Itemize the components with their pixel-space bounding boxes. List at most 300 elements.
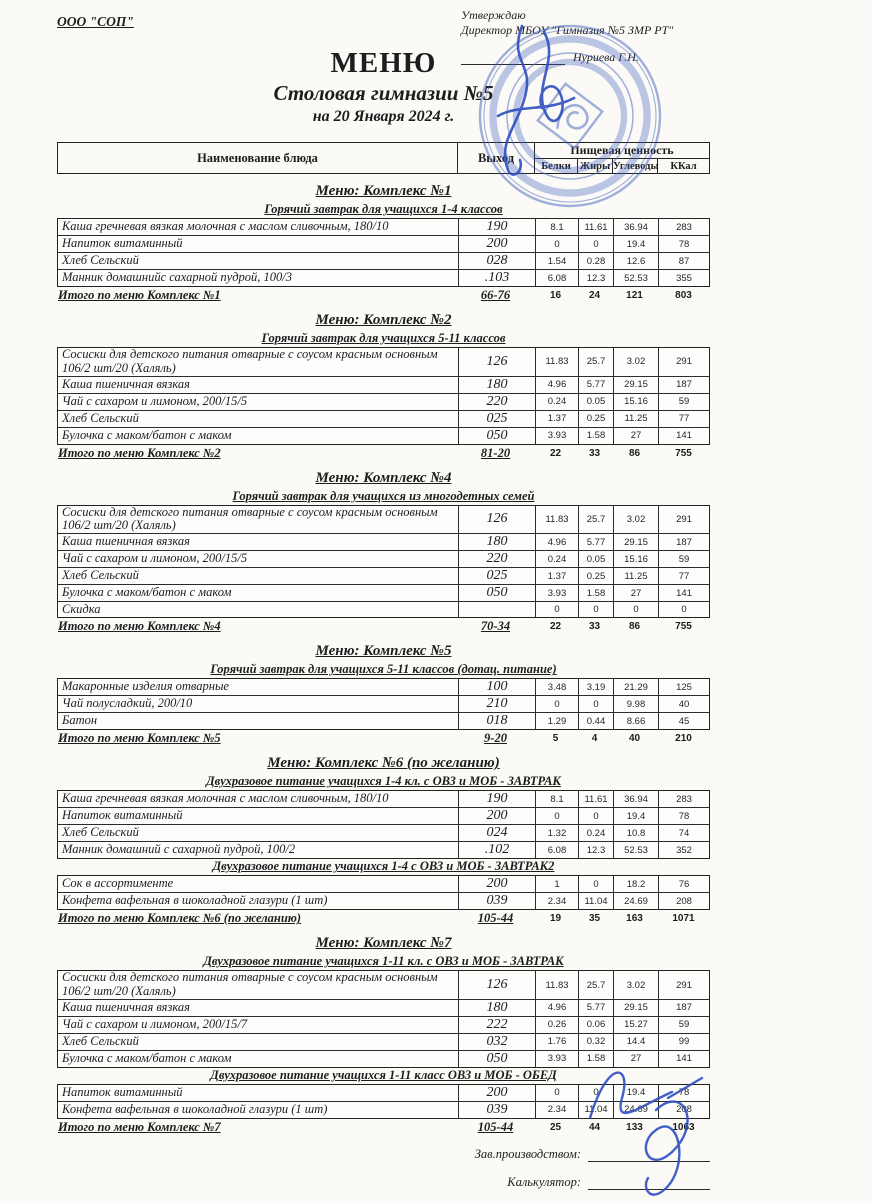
dish-output-value: 050 — [458, 428, 535, 444]
dish-name: Булочка с маком/батон с маком — [62, 427, 232, 442]
dish-name: Каша гречневая вязкая молочная с маслом сливочным, 180/10 — [62, 219, 389, 234]
menu-row — [58, 892, 709, 909]
dish-nutrition-value: 10.8 — [613, 825, 658, 841]
dish-output-value: 180 — [458, 377, 535, 393]
dish-name: Напиток витаминный — [62, 808, 183, 823]
dish-nutrition-value: 24.69 — [613, 893, 658, 909]
menu-row — [58, 999, 709, 1016]
document-page — [57, 0, 710, 1203]
block-subtitle: Двухразовое питание учащихся 1-4 кл. с ОВЗ и МОБ - ЗАВТРАК — [206, 774, 561, 789]
total-label: Итого по меню Комплекс №4 — [58, 619, 221, 634]
dish-output-value: 018 — [458, 713, 535, 729]
dish-nutrition-value: 4.96 — [535, 534, 578, 550]
col-kcal-header: ККал — [658, 159, 710, 174]
dish-nutrition-value: 12.3 — [578, 270, 613, 286]
dish-nutrition-value: 52.53 — [613, 270, 658, 286]
col-name-header: Наименование блюда — [58, 143, 458, 174]
dish-nutrition-value: 9.98 — [613, 696, 658, 712]
dish-nutrition-value: 2.34 — [535, 1102, 578, 1118]
total-label: Итого по меню Комплекс №1 — [58, 288, 221, 302]
approve-line1: Утверждаю — [461, 8, 526, 22]
total-nutrition-value: 40 — [628, 733, 641, 745]
dish-nutrition-value: 1.76 — [535, 1034, 578, 1050]
doc-title: МЕНЮ — [330, 47, 437, 79]
total-nutrition-value: 25 — [549, 1121, 562, 1133]
dish-nutrition-value: 15.16 — [613, 394, 658, 410]
col-fat-header: Жиры — [578, 159, 613, 174]
menu-table — [57, 790, 710, 859]
dish-nutrition-value: 1.58 — [578, 428, 613, 444]
menu-table — [57, 218, 710, 287]
doc-date: на 20 Января 2024 г. — [312, 108, 455, 125]
menu-row — [58, 533, 709, 550]
dish-name: Макаронные изделия отварные — [62, 679, 229, 694]
dish-name: Булочка с маком/батон с маком — [62, 1051, 232, 1066]
dish-name: Чай с сахаром и лимоном, 200/15/5 — [62, 393, 248, 408]
total-nutrition-value: 755 — [675, 447, 692, 459]
dish-nutrition-value: 25.7 — [578, 348, 613, 376]
manager-label: Зав.производством: — [474, 1146, 581, 1161]
dish-name: Сосиски для детского питания отварные с соусом красным основным 106/2 шт/20 (Халяль) — [62, 347, 438, 375]
dish-name: Каша пшеничная вязкая — [62, 1000, 190, 1015]
dish-nutrition-value: 141 — [658, 428, 709, 444]
dish-nutrition-value: 1.29 — [535, 713, 578, 729]
dish-output-value: 032 — [458, 1034, 535, 1050]
dish-nutrition-value: 0 — [578, 808, 613, 824]
total-nutrition-value: 44 — [588, 1121, 601, 1133]
menu-row — [58, 235, 709, 252]
dish-nutrition-value: 2.34 — [535, 893, 578, 909]
total-output-value — [457, 619, 534, 634]
total-row — [57, 446, 710, 461]
dish-nutrition-value: 59 — [658, 551, 709, 567]
block-subtitle: Горячий завтрак для учащихся из многодетных семей — [232, 488, 535, 503]
dish-name: Конфета вафельная в шоколадной глазури (1 шт) — [62, 1102, 328, 1117]
block-subtitle: Двухразовое питание учащихся 1-11 кл. с ОВЗ и МОБ - ЗАВТРАК — [203, 954, 564, 969]
dish-name: Чай с сахаром и лимоном, 200/15/5 — [62, 551, 248, 566]
dish-name: Манник домашнийс сахарной пудрой, 100/3 — [62, 270, 292, 285]
menu-row — [58, 695, 709, 712]
dish-nutrition-value: 0.06 — [578, 1017, 613, 1033]
dish-nutrition-value: 1.58 — [578, 585, 613, 601]
dish-nutrition-value: 283 — [658, 791, 709, 807]
dish-nutrition-value: 3.02 — [613, 971, 658, 999]
dish-nutrition-value: 187 — [658, 377, 709, 393]
dish-name: Хлеб Сельский — [62, 410, 139, 425]
dish-nutrition-value: 11.61 — [578, 791, 613, 807]
dish-nutrition-value: 1.37 — [535, 568, 578, 584]
total-nutrition-value: 803 — [675, 290, 692, 301]
document-header — [57, 0, 710, 142]
dish-nutrition-value: 36.94 — [613, 791, 658, 807]
dish-name: Каша гречневая вязкая молочная с маслом сливочным, 180/10 — [62, 791, 389, 806]
col-protein-header: Белки — [535, 159, 578, 174]
dish-nutrition-value: 3.19 — [578, 679, 613, 695]
dish-output-value: 222 — [458, 1017, 535, 1033]
total-nutrition-value: 133 — [626, 1121, 643, 1133]
dish-nutrition-value: 3.02 — [613, 506, 658, 534]
menu-table — [57, 678, 710, 730]
dish-nutrition-value: 19.4 — [613, 1085, 658, 1101]
menu-row — [58, 584, 709, 601]
block-subtitle: Двухразовое питание учащихся 1-4 с ОВЗ и МОБ - ЗАВТРАК2 — [212, 859, 555, 874]
dish-output-value: 200 — [458, 1085, 535, 1101]
dish-output-value: 200 — [458, 808, 535, 824]
dish-name: Манник домашний с сахарной пудрой, 100/2 — [62, 842, 296, 857]
dish-output-value: 200 — [458, 236, 535, 252]
menu-table — [57, 347, 710, 445]
dish-output-value: 024 — [458, 825, 535, 841]
dish-nutrition-value: 0 — [535, 602, 578, 617]
dish-nutrition-value: 0 — [535, 1085, 578, 1101]
dish-name: Хлеб Сельский — [62, 825, 139, 840]
menu-row — [58, 410, 709, 427]
dish-nutrition-value: 0 — [535, 236, 578, 252]
section-title: Меню: Комплекс №1 — [315, 183, 452, 199]
dish-output-value: .102 — [458, 842, 535, 858]
dish-nutrition-value: 76 — [658, 876, 709, 892]
dish-nutrition-value: 5.77 — [578, 1000, 613, 1016]
dish-nutrition-value: 27 — [613, 585, 658, 601]
dish-nutrition-value: 15.16 — [613, 551, 658, 567]
total-label: Итого по меню Комплекс №7 — [58, 1119, 221, 1134]
dish-nutrition-value: 0.24 — [535, 394, 578, 410]
block-subtitle: Горячий завтрак для учащихся 5-11 классов (дотац. питание) — [210, 662, 557, 677]
total-row — [57, 911, 710, 926]
dish-nutrition-value: 3.48 — [535, 679, 578, 695]
dish-nutrition-value: 14.4 — [613, 1034, 658, 1050]
calculator-signature-line — [588, 1175, 710, 1190]
dish-nutrition-value: 3.93 — [535, 428, 578, 444]
dish-nutrition-value: 27 — [613, 428, 658, 444]
menu-row — [58, 841, 709, 858]
dish-nutrition-value: 0 — [578, 236, 613, 252]
dish-nutrition-value: 78 — [658, 236, 709, 252]
menu-row — [58, 1085, 709, 1101]
total-nutrition-value: 210 — [675, 733, 692, 745]
menu-row — [58, 712, 709, 729]
dish-nutrition-value: 77 — [658, 568, 709, 584]
dish-output-value: 200 — [458, 876, 535, 892]
dish-name: Сосиски для детского питания отварные с соусом красным основным 106/2 шт/20 (Халяль) — [62, 970, 438, 999]
total-output-value — [457, 731, 534, 746]
dish-nutrition-value: 352 — [658, 842, 709, 858]
dish-name: Чай с сахаром и лимоном, 200/15/7 — [62, 1017, 248, 1032]
dish-nutrition-value: 1.32 — [535, 825, 578, 841]
dish-name: Хлеб Сельский — [62, 568, 139, 583]
menu-row — [58, 876, 709, 892]
dish-output-value: 126 — [458, 348, 535, 376]
menu-row — [58, 376, 709, 393]
dish-nutrition-value: 78 — [658, 808, 709, 824]
dish-nutrition-value: 0 — [578, 876, 613, 892]
total-nutrition-value: 1071 — [672, 913, 695, 925]
dish-nutrition-value: 5.77 — [578, 534, 613, 550]
total-nutrition-value: 33 — [588, 621, 601, 633]
manager-signature-line — [588, 1147, 710, 1162]
dish-name: Каша пшеничная вязкая — [62, 376, 190, 391]
col-carbs-header: Углеводы — [613, 160, 659, 172]
menu-row — [58, 971, 709, 999]
menu-table — [57, 970, 710, 1068]
dish-name: Чай полусладкий, 200/10 — [62, 696, 193, 711]
dish-nutrition-value: 40 — [658, 696, 709, 712]
director-name: Нуриева Г.Н. — [573, 50, 639, 64]
dish-nutrition-value: 3.02 — [613, 348, 658, 376]
dish-nutrition-value: 141 — [658, 1051, 709, 1067]
nutrition-header: Пищевая ценность — [535, 143, 710, 159]
menu-row — [58, 1101, 709, 1118]
dish-nutrition-value: 77 — [658, 411, 709, 427]
dish-nutrition-value: 29.15 — [613, 377, 658, 393]
dish-nutrition-value: 283 — [658, 219, 709, 235]
total-label: Итого по меню Комплекс №5 — [58, 731, 221, 746]
dish-nutrition-value: 29.15 — [613, 534, 658, 550]
dish-output-value: 050 — [458, 1051, 535, 1067]
dish-output-value: 028 — [458, 253, 535, 269]
section-title: Меню: Комплекс №7 — [315, 935, 452, 952]
menu-row — [58, 1016, 709, 1033]
total-output-value — [457, 1120, 534, 1135]
dish-output-value: 180 — [458, 534, 535, 550]
section-title: Меню: Комплекс №6 (по желанию) — [267, 755, 500, 772]
total-nutrition-value: 22 — [549, 621, 562, 633]
dish-nutrition-value: 18.2 — [613, 876, 658, 892]
dish-nutrition-value: 36.94 — [613, 219, 658, 235]
dish-name: Сосиски для детского питания отварные с соусом красным основным 106/2 шт/20 (Халяль) — [62, 504, 438, 533]
menu-row — [58, 393, 709, 410]
dish-nutrition-value: 19.4 — [613, 808, 658, 824]
dish-nutrition-value: 1.58 — [578, 1051, 613, 1067]
dish-nutrition-value: 25.7 — [578, 971, 613, 999]
dish-name: Хлеб Сельский — [62, 1034, 139, 1049]
total-nutrition-value: 163 — [626, 913, 643, 925]
calculator-label: Калькулятор: — [507, 1174, 581, 1189]
total-output-text: 9-20 — [484, 731, 507, 746]
director-signature-line — [461, 51, 565, 65]
menu-row — [58, 791, 709, 807]
total-nutrition-value: 86 — [628, 447, 641, 459]
menu-table — [57, 505, 710, 619]
dish-nutrition-value: 0.05 — [578, 551, 613, 567]
dish-nutrition-value: 1.37 — [535, 411, 578, 427]
section-title: Меню: Комплекс №4 — [315, 469, 452, 486]
dish-nutrition-value: 11.04 — [578, 1102, 613, 1118]
total-row — [57, 1120, 710, 1135]
total-nutrition-value: 33 — [588, 447, 601, 459]
dish-nutrition-value: 8.66 — [613, 713, 658, 729]
total-row — [57, 288, 710, 303]
dish-output-value: 039 — [458, 893, 535, 909]
dish-nutrition-value: 125 — [658, 679, 709, 695]
menu-row — [58, 679, 709, 695]
dish-nutrition-value: 11.25 — [613, 568, 658, 584]
menu-row — [58, 550, 709, 567]
menu-table — [57, 1084, 710, 1119]
dish-nutrition-value: 78 — [658, 1085, 709, 1101]
dish-nutrition-value: 11.61 — [578, 219, 613, 235]
dish-output-value: 126 — [458, 506, 535, 534]
dish-nutrition-value: 3.93 — [535, 585, 578, 601]
dish-nutrition-value: 21.29 — [613, 679, 658, 695]
dish-nutrition-value: 0 — [578, 696, 613, 712]
dish-name: Булочка с маком/батон с маком — [62, 585, 232, 600]
total-output-value — [457, 288, 534, 303]
total-nutrition-value: 4 — [591, 733, 598, 745]
block-subtitle: Двухразовое питание учащихся 1-11 класс ОВЗ и МОБ - ОБЕД — [210, 1067, 557, 1082]
block-subtitle: Горячий завтрак для учащихся 1-4 классов — [264, 202, 503, 216]
sections — [57, 182, 710, 1135]
dish-nutrition-value: 0.25 — [578, 411, 613, 427]
dish-nutrition-value: 12.6 — [613, 253, 658, 269]
dish-nutrition-value: 6.08 — [535, 270, 578, 286]
total-output-text: 66-76 — [480, 288, 511, 302]
menu-table — [57, 875, 710, 910]
dish-nutrition-value: 6.08 — [535, 842, 578, 858]
menu-row — [58, 824, 709, 841]
approve-block — [461, 8, 711, 65]
dish-nutrition-value: 0.28 — [578, 253, 613, 269]
dish-output-value: 220 — [458, 551, 535, 567]
dish-nutrition-value: 27 — [613, 1051, 658, 1067]
dish-nutrition-value: 0 — [578, 1085, 613, 1101]
menu-header-table — [57, 142, 710, 174]
dish-nutrition-value: 0 — [658, 602, 709, 617]
dish-nutrition-value: 208 — [658, 1102, 709, 1118]
dish-nutrition-value: 0.05 — [578, 394, 613, 410]
menu-row — [58, 807, 709, 824]
total-nutrition-value: 1063 — [672, 1121, 695, 1133]
dish-nutrition-value: 45 — [658, 713, 709, 729]
dish-nutrition-value: 0 — [535, 696, 578, 712]
doc-subtitle: Столовая гимназии №5 — [273, 81, 494, 105]
total-nutrition-value: 22 — [549, 447, 562, 459]
dish-nutrition-value: 11.83 — [535, 506, 578, 534]
dish-nutrition-value: 24.69 — [613, 1102, 658, 1118]
menu-row — [58, 348, 709, 376]
total-nutrition-value: 24 — [588, 290, 601, 301]
dish-nutrition-value: 87 — [658, 253, 709, 269]
total-output-value — [457, 911, 534, 926]
total-nutrition-value: 19 — [549, 913, 562, 925]
dish-nutrition-value: 4.96 — [535, 377, 578, 393]
dish-nutrition-value: 12.3 — [578, 842, 613, 858]
dish-nutrition-value: 11.83 — [535, 971, 578, 999]
dish-nutrition-value: 1 — [535, 876, 578, 892]
menu-row — [58, 567, 709, 584]
dish-output-value: 039 — [458, 1102, 535, 1118]
total-output-text: 70-34 — [480, 619, 511, 634]
dish-output-value: .103 — [458, 270, 535, 286]
dish-output-value: 180 — [458, 1000, 535, 1016]
document-footer — [57, 1147, 710, 1203]
dish-output-value: 190 — [458, 791, 535, 807]
menu-row — [58, 252, 709, 269]
menu-row — [58, 506, 709, 534]
dish-nutrition-value: 74 — [658, 825, 709, 841]
dish-nutrition-value: 0 — [578, 602, 613, 617]
dish-output-value: 220 — [458, 394, 535, 410]
menu-row — [58, 219, 709, 235]
menu-row — [58, 269, 709, 286]
dish-nutrition-value: 0 — [613, 602, 658, 617]
menu-row — [58, 1050, 709, 1067]
dish-nutrition-value: 4.96 — [535, 1000, 578, 1016]
dish-output-value — [458, 602, 535, 617]
dish-name: Сок в ассортименте — [62, 876, 174, 891]
total-label: Итого по меню Комплекс №2 — [58, 445, 221, 460]
col-out-header: Выход — [458, 143, 535, 174]
dish-nutrition-value: 8.1 — [535, 219, 578, 235]
dish-output-value: 025 — [458, 568, 535, 584]
dish-output-value: 050 — [458, 585, 535, 601]
dish-nutrition-value: 25.7 — [578, 506, 613, 534]
dish-name: Скидка — [62, 601, 101, 616]
dish-nutrition-value: 59 — [658, 1017, 709, 1033]
dish-name: Хлеб Сельский — [62, 253, 139, 268]
total-label: Итого по меню Комплекс №6 (по желанию) — [58, 911, 302, 926]
total-output-text: 81-20 — [480, 445, 511, 460]
dish-nutrition-value: 0.32 — [578, 1034, 613, 1050]
dish-output-value: 190 — [458, 219, 535, 235]
total-row — [57, 731, 710, 746]
dish-nutrition-value: 11.83 — [535, 348, 578, 376]
total-output-text: 105-44 — [477, 1119, 514, 1134]
dish-nutrition-value: 208 — [658, 893, 709, 909]
org-label: ООО "СОП" — [57, 14, 134, 29]
section-title: Меню: Комплекс №5 — [315, 643, 452, 660]
dish-nutrition-value: 291 — [658, 971, 709, 999]
dish-nutrition-value: 52.53 — [613, 842, 658, 858]
dish-nutrition-value: 11.04 — [578, 893, 613, 909]
dish-output-value: 210 — [458, 696, 535, 712]
dish-nutrition-value: 0 — [535, 808, 578, 824]
total-nutrition-value: 16 — [549, 290, 562, 301]
total-output-value — [457, 446, 534, 461]
total-nutrition-value: 121 — [626, 290, 643, 301]
dish-output-value: 126 — [458, 971, 535, 999]
dish-nutrition-value: 8.1 — [535, 791, 578, 807]
dish-nutrition-value: 187 — [658, 1000, 709, 1016]
dish-nutrition-value: 29.15 — [613, 1000, 658, 1016]
menu-row — [58, 427, 709, 444]
block-subtitle: Горячий завтрак для учащихся 5-11 классов — [261, 331, 506, 345]
dish-nutrition-value: 1.54 — [535, 253, 578, 269]
menu-row — [58, 601, 709, 617]
dish-nutrition-value: 11.25 — [613, 411, 658, 427]
total-row — [57, 619, 710, 634]
dish-nutrition-value: 5.77 — [578, 377, 613, 393]
dish-nutrition-value: 187 — [658, 534, 709, 550]
dish-output-value: 025 — [458, 411, 535, 427]
total-output-text: 105-44 — [477, 911, 514, 926]
dish-nutrition-value: 141 — [658, 585, 709, 601]
dish-nutrition-value: 0.25 — [578, 568, 613, 584]
total-nutrition-value: 755 — [675, 621, 692, 633]
dish-output-value: 100 — [458, 679, 535, 695]
section-title: Меню: Комплекс №2 — [315, 312, 452, 328]
dish-nutrition-value: 0.24 — [578, 825, 613, 841]
dish-name: Конфета вафельная в шоколадной глазури (1 шт) — [62, 893, 328, 908]
dish-nutrition-value: 15.27 — [613, 1017, 658, 1033]
dish-nutrition-value: 0.26 — [535, 1017, 578, 1033]
approve-line2: Директор МБОУ "Гимназия №5 ЗМР РТ" — [461, 22, 674, 37]
dish-nutrition-value: 0.24 — [535, 551, 578, 567]
dish-nutrition-value: 59 — [658, 394, 709, 410]
total-nutrition-value: 86 — [628, 621, 641, 633]
dish-nutrition-value: 291 — [658, 348, 709, 376]
dish-nutrition-value: 0.44 — [578, 713, 613, 729]
